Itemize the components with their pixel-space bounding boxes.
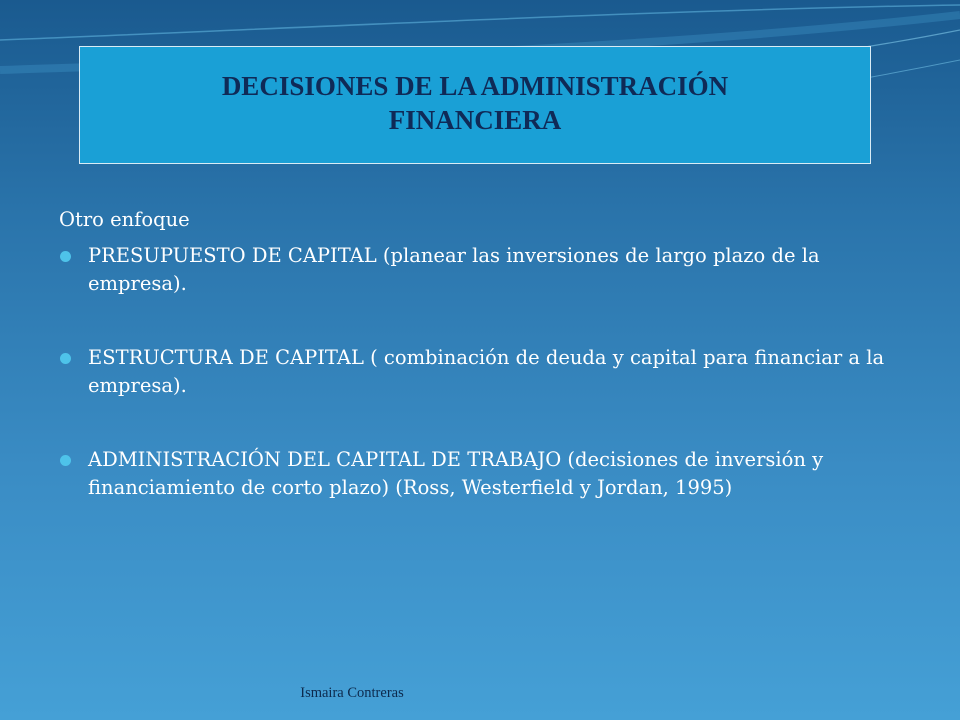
bullet-icon [60, 455, 71, 466]
bullet-text: ADMINISTRACIÓN DEL CAPITAL DE TRABAJO (decisiones de inversión y financiamiento de corto plazo) (Ross, Westerfield y Jordan, 1995) [88, 448, 824, 499]
footer-author: Ismaira Contreras [300, 685, 404, 701]
slide-title: DECISIONES DE LA ADMINISTRACIÓN FINANCIERA [221, 71, 729, 135]
bullet-list [59, 242, 909, 502]
title-box [79, 46, 871, 164]
list-item [59, 242, 909, 298]
list-item [59, 446, 909, 502]
bullet-icon [60, 353, 71, 364]
bullet-text: ESTRUCTURA DE CAPITAL ( combinación de deuda y capital para financiar a la empresa). [88, 346, 885, 397]
intro-text: Otro enfoque [59, 208, 190, 231]
bullet-icon [60, 251, 71, 262]
slide-body [59, 206, 909, 502]
list-item [59, 344, 909, 400]
bullet-text: PRESUPUESTO DE CAPITAL (planear las inversiones de largo plazo de la empresa). [88, 244, 820, 295]
